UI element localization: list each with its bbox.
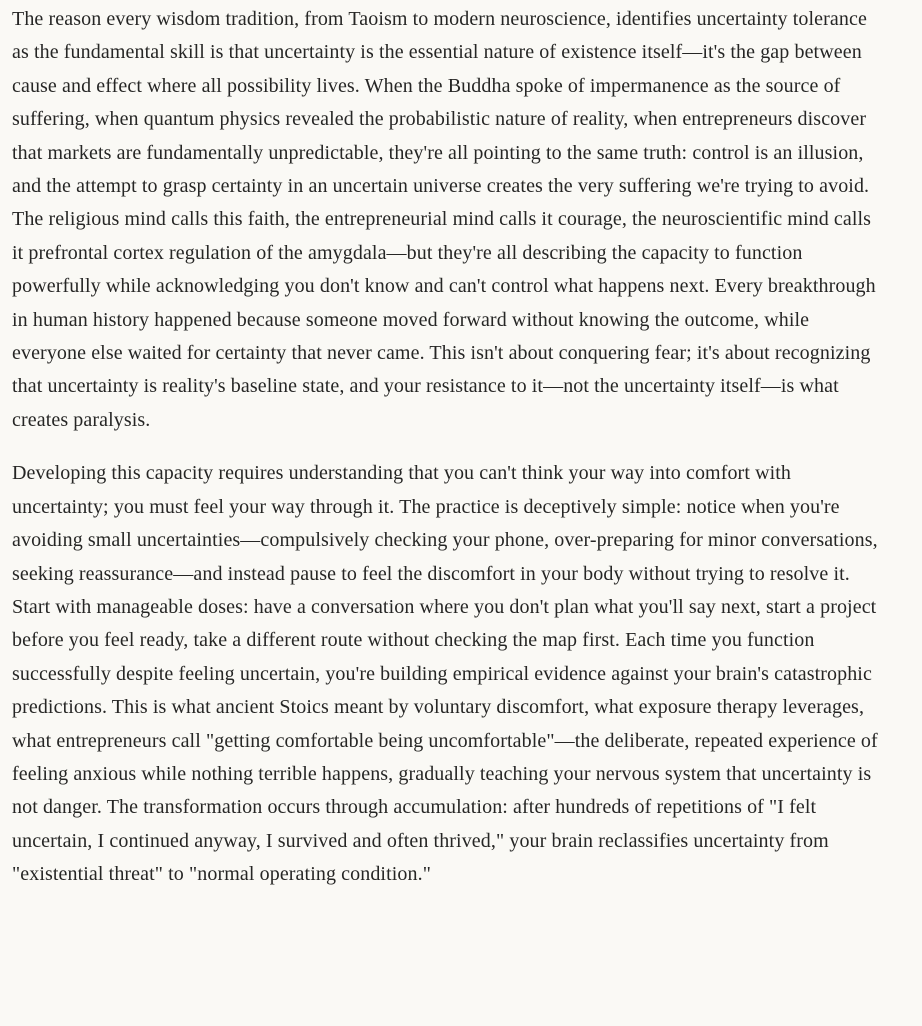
paragraph-uncertainty-nature: The reason every wisdom tradition, from Taoism to modern neuroscience, identifies uncertainty tolerance as the fundamental skill is that uncertainty is the essential nature of existence itself—it's the gap between cause and effect where all possibility lives. When the Buddha spoke of impermanence as the source of suffering, when quantum physics revealed the probabilistic nature of reality, when entrepreneurs discover that markets are fundamentally unpredictable, they're all pointing to the same truth: control is an illusion, and the attempt to grasp certainty in an uncertain universe creates the very suffering we're trying to avoid. The religious mind calls this faith, the entrepreneurial mind calls it courage, the neuroscientific mind calls it prefrontal cortex regulation of the amygdala—but they're all describing the capacity to function powerfully while acknowledging you don't know and can't control what happens next. Every breakthrough in human history happened because someone moved forward without knowing the outcome, while everyone else waited for certainty that never came. This isn't about conquering fear; it's about recognizing that uncertainty is reality's baseline state, and your resistance to it—not the uncertainty itself—is what creates paralysis. [12, 8, 876, 431]
paragraph-developing-capacity: Developing this capacity requires understanding that you can't think your way into comfort with uncertainty; you must feel your way through it. The practice is deceptively simple: notice when you're avoiding small uncertainties—compulsively checking your phone, over-preparing for minor conversations, seeking reassurance—and instead pause to feel the discomfort in your body without trying to resolve it. Start with manageable doses: have a conversation where you don't plan what you'll say next, start a project before you feel ready, take a different route without checking the map first. Each time you function successfully despite feeling uncertain, you're building empirical evidence against your brain's catastrophic predictions. This is what ancient Stoics meant by voluntary discomfort, what exposure therapy leverages, what entrepreneurs call "getting comfortable being uncomfortable"—the deliberate, repeated experience of feeling anxious while nothing terrible happens, gradually teaching your nervous system that uncertainty is not danger. The transformation occurs through accumulation: after hundreds of repetitions of "I felt uncertain, I continued anyway, I survived and often thrived," your brain reclassifies uncertainty from "existential threat" to "normal operating condition." [12, 462, 878, 886]
